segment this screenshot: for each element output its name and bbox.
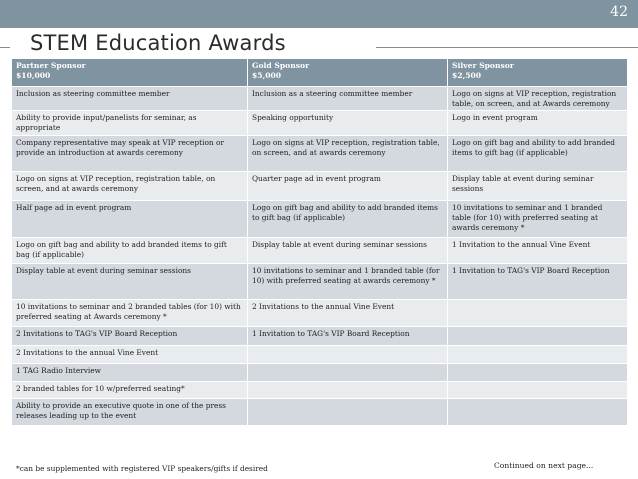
gold-benefit (248, 399, 448, 426)
partner-benefit: Logo on gift bag and ability to add branded items to gift bag (if applicable) (12, 238, 248, 264)
partner-benefit: 2 branded tables for 10 w/preferred seating* (12, 382, 248, 399)
partner-benefit: 1 TAG Radio Interview (12, 364, 248, 382)
footnote: *can be supplemented with registered VIP speakers/gifts if desired (16, 464, 268, 473)
silver-benefit: 1 Invitation to TAG's VIP Board Reception (448, 264, 628, 300)
header-partner-sponsor (12, 59, 248, 87)
gold-benefit (248, 382, 448, 399)
silver-benefit: Logo in event program (448, 111, 628, 136)
partner-benefit: Display table at event during seminar sessions (12, 264, 248, 300)
table-row (12, 87, 628, 111)
table-row (12, 382, 628, 399)
silver-benefit: Logo on gift bag and ability to add branded items to gift bag (if applicable) (448, 136, 628, 172)
header-gold-sponsor (248, 59, 448, 87)
gold-benefit: Logo on signs at VIP reception, registration table, on screen, and at awards ceremony (248, 136, 448, 172)
partner-benefit: Logo on signs at VIP reception, registration table, on screen, and at awards ceremony (12, 172, 248, 201)
silver-benefit (448, 399, 628, 426)
header-tier-name: Silver Sponsor (452, 61, 514, 70)
header-divider (0, 28, 638, 30)
table-row (12, 327, 628, 346)
silver-benefit (448, 346, 628, 364)
partner-benefit: Half page ad in event program (12, 201, 248, 238)
title-rule-right (376, 47, 638, 48)
silver-benefit (448, 364, 628, 382)
table-row (12, 399, 628, 426)
slide-title: STEM Education Awards (30, 31, 286, 55)
gold-benefit: Inclusion as a steering committee member (248, 87, 448, 111)
silver-benefit (448, 382, 628, 399)
table-row (12, 364, 628, 382)
table-row (12, 346, 628, 364)
silver-benefit (448, 300, 628, 327)
silver-benefit: 10 invitations to seminar and 1 branded table (for 10) with preferred seating at awards ceremony * (448, 201, 628, 238)
partner-benefit: Inclusion as steering committee member (12, 87, 248, 111)
gold-benefit (248, 346, 448, 364)
partner-benefit: 10 invitations to seminar and 2 branded tables (for 10) with preferred seating at Awards ceremony * (12, 300, 248, 327)
page-number: 42 (610, 4, 628, 20)
gold-benefit: Display table at event during seminar sessions (248, 238, 448, 264)
table-row (12, 172, 628, 201)
header-tier-amount: $10,000 (16, 71, 51, 80)
gold-benefit (248, 364, 448, 382)
gold-benefit: Speaking opportunity (248, 111, 448, 136)
gold-benefit: Quarter page ad in event program (248, 172, 448, 201)
gold-benefit: Logo on gift bag and ability to add branded items to gift bag (if applicable) (248, 201, 448, 238)
sponsorship-table (11, 58, 628, 426)
header-silver-sponsor (448, 59, 628, 87)
slide-header-bar (0, 0, 638, 28)
table-row (12, 201, 628, 238)
header-tier-amount: $2,500 (452, 71, 482, 80)
silver-benefit: Logo on signs at VIP reception, registration table, on screen, and at Awards ceremony (448, 87, 628, 111)
title-rule-left (0, 47, 10, 48)
header-tier-name: Partner Sponsor (16, 61, 86, 70)
header-tier-name: Gold Sponsor (252, 61, 310, 70)
continued-note: Continued on next page... (494, 461, 594, 470)
gold-benefit: 2 Invitations to the annual Vine Event (248, 300, 448, 327)
silver-benefit: Display table at event during seminar sessions (448, 172, 628, 201)
silver-benefit: 1 Invitation to the annual Vine Event (448, 238, 628, 264)
table-row (12, 300, 628, 327)
partner-benefit: 2 Invitations to TAG's VIP Board Reception (12, 327, 248, 346)
table-row (12, 136, 628, 172)
partner-benefit: Ability to provide an executive quote in one of the press releases leading up to the event (12, 399, 248, 426)
header-tier-amount: $5,000 (252, 71, 282, 80)
gold-benefit: 10 invitations to seminar and 1 branded table (for 10) with preferred seating at awards ceremony * (248, 264, 448, 300)
table-row (12, 264, 628, 300)
gold-benefit: 1 Invitation to TAG's VIP Board Reception (248, 327, 448, 346)
table-header-row (12, 59, 628, 87)
partner-benefit: 2 Invitations to the annual Vine Event (12, 346, 248, 364)
table-row (12, 111, 628, 136)
table-row (12, 238, 628, 264)
partner-benefit: Ability to provide input/panelists for seminar, as appropriate (12, 111, 248, 136)
silver-benefit (448, 327, 628, 346)
partner-benefit: Company representative may speak at VIP reception or provide an introduction at awards ceremony (12, 136, 248, 172)
